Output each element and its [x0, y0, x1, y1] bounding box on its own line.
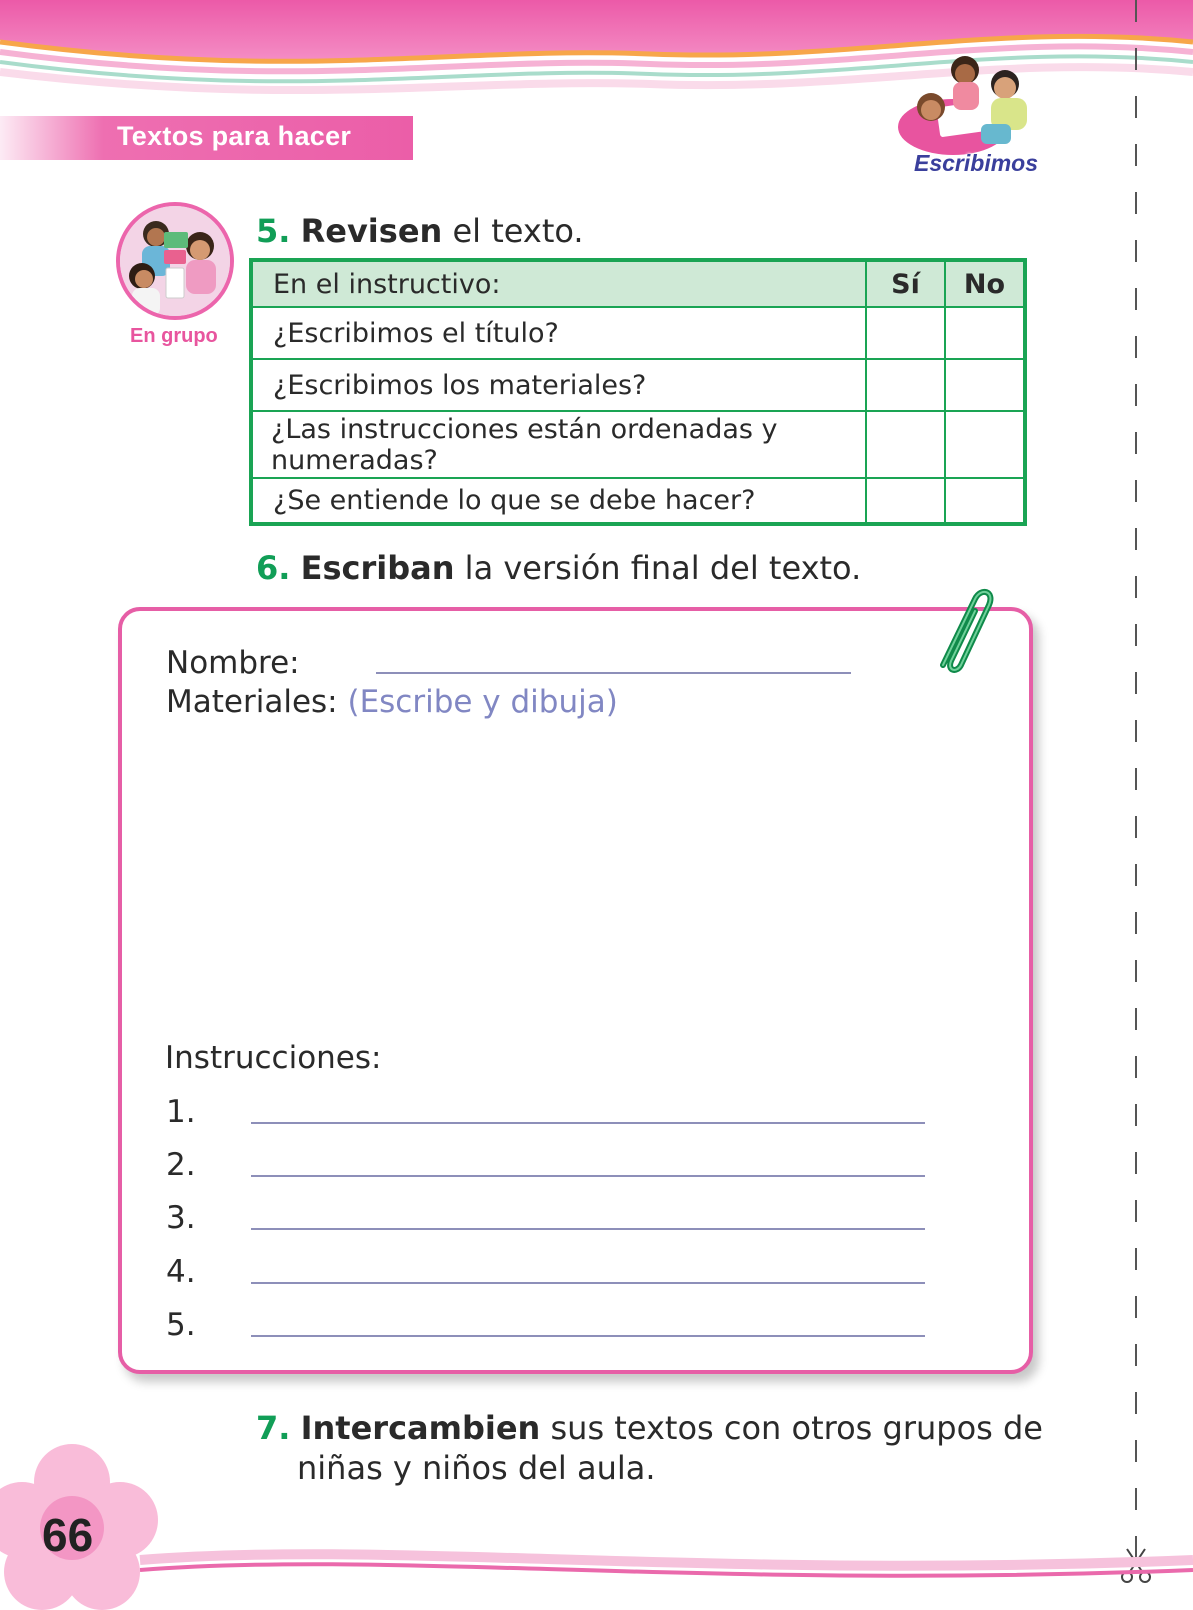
- step-number: 7.: [256, 1409, 291, 1447]
- instruction-writing-line[interactable]: [251, 1282, 925, 1284]
- name-writing-line[interactable]: [376, 672, 851, 674]
- cut-line-decoration: [1134, 0, 1138, 1570]
- table-row: [251, 411, 1025, 478]
- footer-wave-decoration: [0, 1530, 1193, 1600]
- table-header-row: [251, 260, 1025, 307]
- table-row: [251, 478, 1025, 524]
- instruction-writing-line[interactable]: [251, 1335, 925, 1337]
- materials-hint: (Escribe y dibuja): [347, 684, 618, 720]
- step-text: sus textos con otros grupos de: [540, 1409, 1043, 1447]
- column-header-no: No: [945, 260, 1025, 307]
- yes-checkbox-cell[interactable]: [866, 411, 945, 478]
- name-label: Nombre:: [166, 645, 300, 681]
- instruction-writing-line[interactable]: [251, 1122, 925, 1124]
- yes-checkbox-cell[interactable]: [866, 478, 945, 524]
- column-header-yes: Sí: [866, 260, 945, 307]
- materials-label: [166, 684, 618, 720]
- no-checkbox-cell[interactable]: [945, 411, 1025, 478]
- no-checkbox-cell[interactable]: [945, 359, 1025, 411]
- table-row: [251, 359, 1025, 411]
- step-verb: Escriban: [300, 549, 455, 587]
- children-group-icon: [120, 206, 230, 316]
- instruction-number: 5.: [166, 1307, 196, 1343]
- column-header-question: En el instructivo:: [251, 260, 866, 307]
- step-5-heading: [256, 212, 584, 250]
- step-verb: Revisen: [300, 212, 443, 250]
- escribimos-badge-label: Escribimos: [914, 150, 1038, 176]
- instruction-number: 2.: [166, 1147, 196, 1183]
- yes-checkbox-cell[interactable]: [866, 307, 945, 359]
- question-cell: ¿Las instrucciones están ordenadas y numeradas?: [251, 411, 866, 478]
- kids-writing-illustration: [893, 52, 1053, 162]
- section-title: Textos para hacer: [117, 121, 352, 151]
- paperclip-icon: [925, 585, 995, 681]
- step-text: el texto.: [442, 212, 584, 250]
- revision-checklist-table: [249, 258, 1027, 526]
- no-checkbox-cell[interactable]: [945, 307, 1025, 359]
- no-checkbox-cell[interactable]: [945, 478, 1025, 524]
- section-tab: [0, 116, 413, 160]
- question-cell: ¿Escribimos los materiales?: [251, 359, 866, 411]
- instruction-number: 3.: [166, 1200, 196, 1236]
- materials-label-text: Materiales:: [166, 684, 338, 720]
- instructions-label: Instrucciones:: [165, 1040, 382, 1076]
- step-number: 6.: [256, 549, 291, 587]
- instruction-number: 1.: [166, 1094, 196, 1130]
- instruction-writing-line[interactable]: [251, 1175, 925, 1177]
- step-number: 5.: [256, 212, 291, 250]
- step-6-heading: [256, 549, 861, 587]
- instruction-number: 4.: [166, 1254, 196, 1290]
- instruction-writing-line[interactable]: [251, 1228, 925, 1230]
- question-cell: ¿Se entiende lo que se debe hacer?: [251, 478, 866, 524]
- table-row: [251, 307, 1025, 359]
- page-number: 66: [42, 1509, 94, 1561]
- materials-drawing-area[interactable]: [160, 740, 980, 1010]
- group-label: En grupo: [130, 325, 218, 347]
- group-work-illustration: [116, 202, 234, 320]
- step-7-line-2: niñas y niños del aula.: [297, 1449, 656, 1487]
- step-7-heading: [256, 1408, 1043, 1488]
- step-7-line-1: [256, 1408, 1043, 1448]
- step-verb: Intercambien: [300, 1409, 541, 1447]
- yes-checkbox-cell[interactable]: [866, 359, 945, 411]
- question-cell: ¿Escribimos el título?: [251, 307, 866, 359]
- step-text: la versión final del texto.: [454, 549, 862, 587]
